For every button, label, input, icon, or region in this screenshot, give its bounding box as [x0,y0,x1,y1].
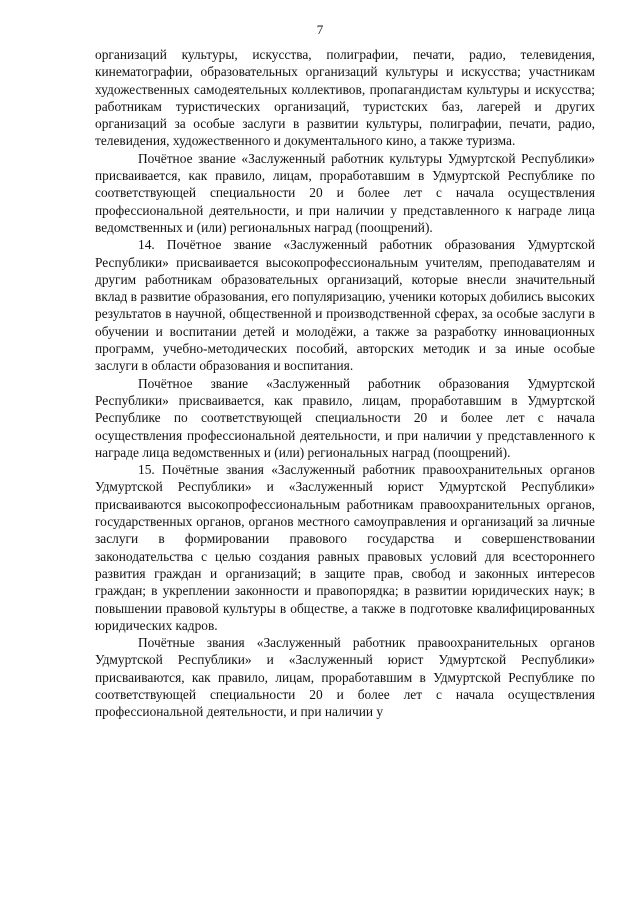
paragraph-culture-title-criteria: Почётное звание «Заслуженный работник культуры Удмуртской Республики» присваивается, как правило, лицам, проработавшим в Удмуртской Республике по соответствующей специальности 20 и более лет с начала осуществления профессиональной деятельности, и при наличии у представленного к награде лица ведомственных и (или) региональных наград (поощрений). [95,150,595,235]
paragraph-education-title-criteria: Почётное звание «Заслуженный работник образования Удмуртской Республики» присваивается, как правило, лицам, проработавшим в Удмуртской Республике по соответствующей специальности 20 и более лет с начала осуществления профессиональной деятельности, и при наличии у представленного к награде лица ведомственных и (или) региональных наград (поощрений). [95,375,595,460]
paragraph-law-enforcement-criteria: Почётные звания «Заслуженный работник правоохранительных органов Удмуртской Республики» и «Заслуженный юрист Удмуртской Республики» присваиваются, как правило, лицам, проработавшим в Удмуртской Республике по соответствующей специальности 20 и более лет с начала осуществления профессиональной деятельности, и при наличии у [95,635,595,720]
paragraph-14-education-title: 14. Почётное звание «Заслуженный работник образования Удмуртской Республики» присваивается высокопрофессиональным учителям, преподавателям и другим работникам образовательных организаций, которые внесли значительный вклад в развитие образования, его популяризацию, ученики которых добились высоких результатов в научной, общественной и производственной сферах, за особые заслуги в обучении и воспитании детей и молодёжи, а также за разработку инновационных программ, учебно-методических пособий, авторских методик и за иные особые заслуги в области образования и воспитания. [95,237,595,374]
paragraph-15-law-enforcement-titles: 15. Почётные звания «Заслуженный работник правоохранительных органов Удмуртской Республики» и «Заслуженный юрист Удмуртской Республики» присваиваются высокопрофессиональным работникам правоохранительных органов, государственных органов, органов местного самоуправления и организаций за личные заслуги в формировании правового государства и совершенствовании законодательства с целью создания равных правовых условий для всестороннего развития граждан и организаций; в защите прав, свобод и законных интересов граждан; в укреплении законности и правопорядка; в развитии юридических наук; в повышении правовой культуры в обществе, а также в подготовке квалифицированных юридических кадров. [95,462,595,633]
paragraph-culture-continued: организаций культуры, искусства, полиграфии, печати, радио, телевидения, кинематографии, образовательных организаций культуры и искусства; участникам художественных самодеятельных коллективов, пропагандистам культуры и искусства; работникам туристических организаций, туристских баз, лагерей и других организаций за особые заслуги в развитии культуры, полиграфии, печати, радио, телевидения, художественного и документального кино, а также туризма. [95,47,595,149]
document-body [95,46,595,721]
page-number: 7 [316,22,324,37]
